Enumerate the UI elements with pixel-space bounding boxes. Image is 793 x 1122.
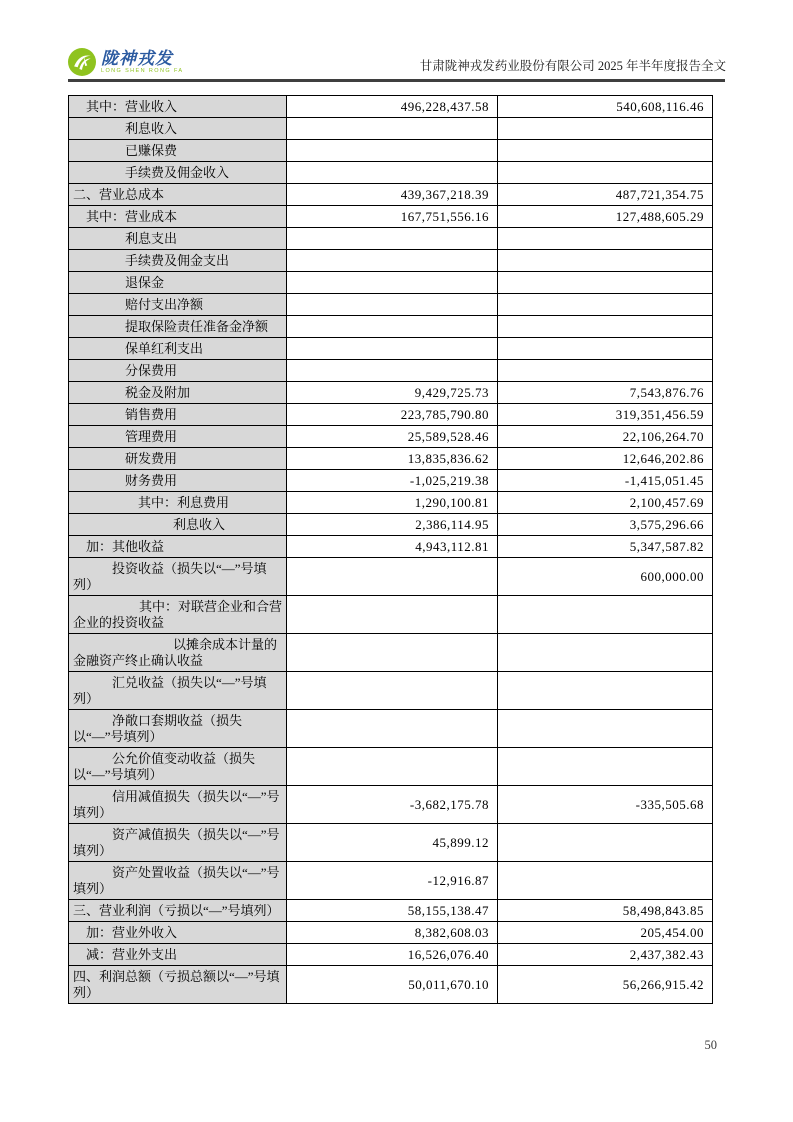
row-label-cell: 加：营业外收入 [69, 922, 287, 944]
table-row [69, 672, 713, 710]
amount-cell-1 [287, 250, 498, 272]
row-label-cell: 赔付支出净额 [69, 294, 287, 316]
logo-brand-en: LONG SHEN RONG FA [101, 67, 184, 74]
amount-cell-1 [287, 140, 498, 162]
row-label-cell: 其中：营业成本 [69, 206, 287, 228]
page-header [68, 42, 726, 78]
amount-cell-2: 22,106,264.70 [498, 426, 713, 448]
row-label-cell: 利息支出 [69, 228, 287, 250]
row-label-cell: 研发费用 [69, 448, 287, 470]
amount-cell-1: 25,589,528.46 [287, 426, 498, 448]
amount-cell-1 [287, 118, 498, 140]
table-row [69, 944, 713, 966]
table-row [69, 514, 713, 536]
row-label-cell: 净敞口套期收益（损失以“—”号填列） [69, 710, 287, 748]
amount-cell-1: 439,367,218.39 [287, 184, 498, 206]
amount-cell-2 [498, 824, 713, 862]
row-label-cell: 税金及附加 [69, 382, 287, 404]
amount-cell-1 [287, 558, 498, 596]
amount-cell-1: 50,011,670.10 [287, 966, 498, 1004]
amount-cell-1: 45,899.12 [287, 824, 498, 862]
amount-cell-2: 56,266,915.42 [498, 966, 713, 1004]
amount-cell-2 [498, 228, 713, 250]
amount-cell-2: 7,543,876.76 [498, 382, 713, 404]
income-statement-table [68, 95, 713, 1004]
table-row [69, 824, 713, 862]
amount-cell-2: -1,415,051.45 [498, 470, 713, 492]
row-label-cell: 三、营业利润（亏损以“—”号填列） [69, 900, 287, 922]
row-label-cell: 手续费及佣金收入 [69, 162, 287, 184]
amount-cell-1 [287, 272, 498, 294]
amount-cell-1: 58,155,138.47 [287, 900, 498, 922]
table-row [69, 448, 713, 470]
row-label-cell: 提取保险责任准备金净额 [69, 316, 287, 338]
amount-cell-2: 600,000.00 [498, 558, 713, 596]
amount-cell-2: 487,721,354.75 [498, 184, 713, 206]
amount-cell-2 [498, 316, 713, 338]
amount-cell-1 [287, 360, 498, 382]
income-statement-rows [69, 96, 713, 1004]
table-row [69, 294, 713, 316]
amount-cell-2: 58,498,843.85 [498, 900, 713, 922]
table-row [69, 558, 713, 596]
row-label-cell: 资产处置收益（损失以“—”号填列） [69, 862, 287, 900]
row-label-cell: 二、营业总成本 [69, 184, 287, 206]
amount-cell-1: 2,386,114.95 [287, 514, 498, 536]
table-row [69, 206, 713, 228]
table-row [69, 382, 713, 404]
logo-brand-cn: 陇神戎发 [101, 48, 173, 68]
amount-cell-1 [287, 672, 498, 710]
table-row [69, 596, 713, 634]
amount-cell-1: 1,290,100.81 [287, 492, 498, 514]
table-row [69, 710, 713, 748]
row-label-cell: 保单红利支出 [69, 338, 287, 360]
amount-cell-2: -335,505.68 [498, 786, 713, 824]
table-row [69, 966, 713, 1004]
table-row [69, 748, 713, 786]
table-row [69, 900, 713, 922]
amount-cell-2 [498, 710, 713, 748]
row-label-cell: 分保费用 [69, 360, 287, 382]
row-label-cell: 减：营业外支出 [69, 944, 287, 966]
amount-cell-2: 3,575,296.66 [498, 514, 713, 536]
amount-cell-2: 2,437,382.43 [498, 944, 713, 966]
amount-cell-2: 540,608,116.46 [498, 96, 713, 118]
amount-cell-2 [498, 360, 713, 382]
page-number: 50 [704, 1038, 717, 1052]
amount-cell-2 [498, 748, 713, 786]
amount-cell-2 [498, 118, 713, 140]
amount-cell-2 [498, 596, 713, 634]
row-label-cell: 汇兑收益（损失以“—”号填列） [69, 672, 287, 710]
document-title: 甘肃陇神戎发药业股份有限公司 2025 年半年度报告全文 [419, 59, 726, 73]
table-row [69, 634, 713, 672]
amount-cell-1 [287, 634, 498, 672]
amount-cell-2 [498, 338, 713, 360]
table-row [69, 922, 713, 944]
amount-cell-2: 127,488,605.29 [498, 206, 713, 228]
amount-cell-2 [498, 862, 713, 900]
amount-cell-2: 5,347,587.82 [498, 536, 713, 558]
row-label-cell: 信用减值损失（损失以“—”号填列） [69, 786, 287, 824]
row-label-cell: 其中：营业收入 [69, 96, 287, 118]
table-row [69, 536, 713, 558]
amount-cell-2 [498, 272, 713, 294]
amount-cell-1: 167,751,556.16 [287, 206, 498, 228]
amount-cell-1: 13,835,836.62 [287, 448, 498, 470]
amount-cell-1: -12,916.87 [287, 862, 498, 900]
table-row [69, 140, 713, 162]
table-row [69, 404, 713, 426]
table-row [69, 360, 713, 382]
row-label-cell: 四、利润总额（亏损总额以“—”号填列） [69, 966, 287, 1004]
row-label-cell: 资产减值损失（损失以“—”号填列） [69, 824, 287, 862]
amount-cell-2 [498, 140, 713, 162]
row-label-cell: 利息收入 [69, 514, 287, 536]
table-row [69, 426, 713, 448]
table-row [69, 228, 713, 250]
amount-cell-1: 496,228,437.58 [287, 96, 498, 118]
amount-cell-2 [498, 294, 713, 316]
logo-icon [68, 48, 96, 76]
row-label-cell: 其中：对联营企业和合营企业的投资收益 [69, 596, 287, 634]
table-row [69, 492, 713, 514]
amount-cell-2 [498, 250, 713, 272]
amount-cell-2: 2,100,457.69 [498, 492, 713, 514]
header-rule [68, 79, 725, 82]
amount-cell-1 [287, 228, 498, 250]
table-row [69, 862, 713, 900]
amount-cell-1 [287, 338, 498, 360]
amount-cell-1 [287, 596, 498, 634]
table-row [69, 250, 713, 272]
table-row [69, 184, 713, 206]
table-row [69, 272, 713, 294]
amount-cell-1: 223,785,790.80 [287, 404, 498, 426]
row-label-cell: 投资收益（损失以“—”号填列） [69, 558, 287, 596]
amount-cell-1 [287, 710, 498, 748]
amount-cell-2: 205,454.00 [498, 922, 713, 944]
amount-cell-1: 16,526,076.40 [287, 944, 498, 966]
company-logo [68, 48, 183, 76]
row-label-cell: 退保金 [69, 272, 287, 294]
row-label-cell: 管理费用 [69, 426, 287, 448]
amount-cell-1: 9,429,725.73 [287, 382, 498, 404]
table-row [69, 162, 713, 184]
amount-cell-1 [287, 316, 498, 338]
amount-cell-1: 8,382,608.03 [287, 922, 498, 944]
row-label-cell: 加：其他收益 [69, 536, 287, 558]
amount-cell-2: 12,646,202.86 [498, 448, 713, 470]
table-row [69, 470, 713, 492]
row-label-cell: 以摊余成本计量的金融资产终止确认收益 [69, 634, 287, 672]
table-row [69, 786, 713, 824]
amount-cell-1: 4,943,112.81 [287, 536, 498, 558]
row-label-cell: 公允价值变动收益（损失以“—”号填列） [69, 748, 287, 786]
amount-cell-2 [498, 672, 713, 710]
amount-cell-1 [287, 162, 498, 184]
table-row [69, 338, 713, 360]
amount-cell-2 [498, 634, 713, 672]
table-row [69, 118, 713, 140]
amount-cell-2: 319,351,456.59 [498, 404, 713, 426]
row-label-cell: 已赚保费 [69, 140, 287, 162]
row-label-cell: 销售费用 [69, 404, 287, 426]
amount-cell-1: -1,025,219.38 [287, 470, 498, 492]
amount-cell-1 [287, 748, 498, 786]
row-label-cell: 利息收入 [69, 118, 287, 140]
table-row [69, 96, 713, 118]
amount-cell-1: -3,682,175.78 [287, 786, 498, 824]
row-label-cell: 其中：利息费用 [69, 492, 287, 514]
table-row [69, 316, 713, 338]
row-label-cell: 手续费及佣金支出 [69, 250, 287, 272]
amount-cell-1 [287, 294, 498, 316]
row-label-cell: 财务费用 [69, 470, 287, 492]
amount-cell-2 [498, 162, 713, 184]
